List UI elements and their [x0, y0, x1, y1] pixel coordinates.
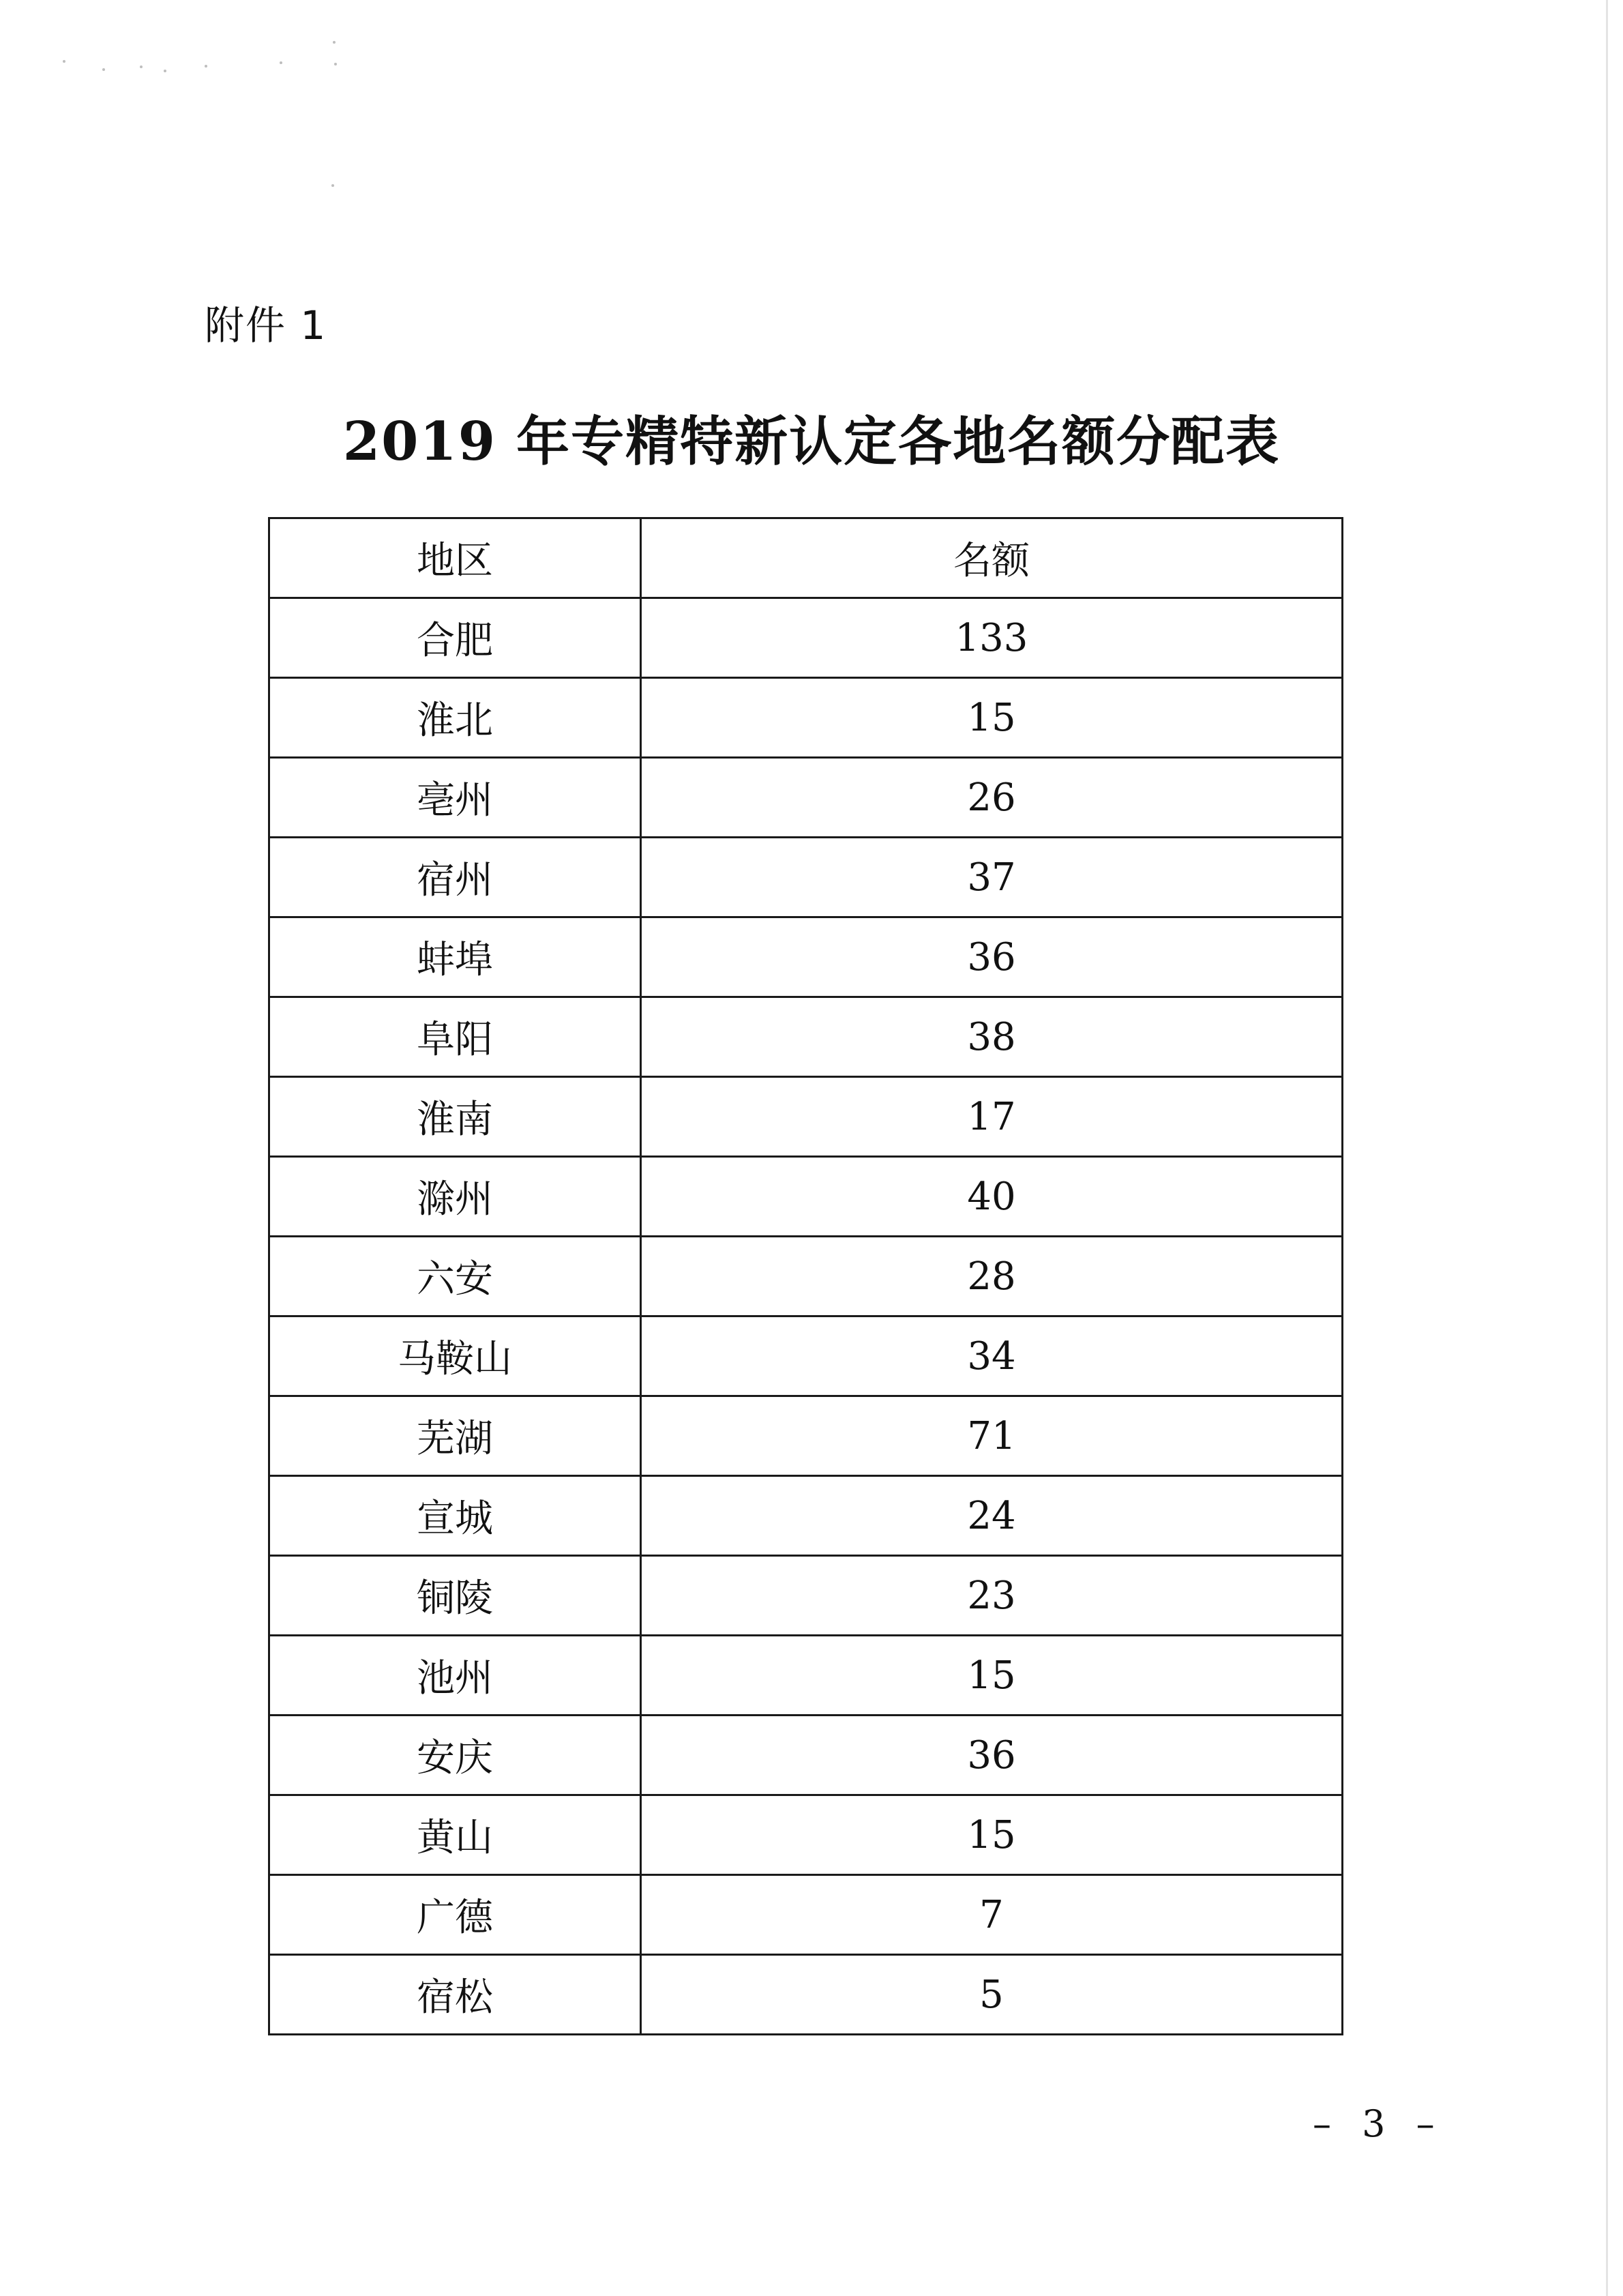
- region-cell: 六安: [269, 1237, 641, 1316]
- quota-cell: 23: [641, 1556, 1343, 1636]
- quota-table: [268, 517, 1343, 2035]
- quota-cell: 37: [641, 838, 1343, 917]
- table-header-row: [269, 518, 1343, 598]
- attachment-label: 附件 1: [205, 302, 327, 349]
- quota-cell: 5: [641, 1955, 1343, 2035]
- table-row: [269, 1955, 1343, 2035]
- region-cell: 黄山: [269, 1795, 641, 1875]
- table-row: [269, 598, 1343, 678]
- quota-cell: 40: [641, 1157, 1343, 1237]
- quota-cell: 34: [641, 1316, 1343, 1396]
- table-row: [269, 1556, 1343, 1636]
- table-row: [269, 1795, 1343, 1875]
- region-cell: 芜湖: [269, 1396, 641, 1476]
- region-cell: 阜阳: [269, 997, 641, 1077]
- table-row: [269, 758, 1343, 838]
- region-cell: 合肥: [269, 598, 641, 678]
- table-row: [269, 1636, 1343, 1716]
- table-row: [269, 1716, 1343, 1795]
- header-quota: 名额: [641, 518, 1343, 598]
- table-row: [269, 678, 1343, 758]
- quota-cell: 28: [641, 1237, 1343, 1316]
- region-cell: 宿州: [269, 838, 641, 917]
- quota-cell: 7: [641, 1875, 1343, 1955]
- table-row: [269, 1237, 1343, 1316]
- region-cell: 广德: [269, 1875, 641, 1955]
- table-row: [269, 1316, 1343, 1396]
- region-cell: 滁州: [269, 1157, 641, 1237]
- region-cell: 宣城: [269, 1476, 641, 1556]
- quota-cell: 17: [641, 1077, 1343, 1157]
- quota-cell: 15: [641, 678, 1343, 758]
- region-cell: 淮北: [269, 678, 641, 758]
- quota-cell: 36: [641, 917, 1343, 997]
- table-row: [269, 1476, 1343, 1556]
- region-cell: 宿松: [269, 1955, 641, 2035]
- region-cell: 池州: [269, 1636, 641, 1716]
- region-cell: 蚌埠: [269, 917, 641, 997]
- table-row: [269, 1875, 1343, 1955]
- table-row: [269, 1396, 1343, 1476]
- table-row: [269, 1157, 1343, 1237]
- quota-cell: 36: [641, 1716, 1343, 1795]
- page-number: – 3 –: [1313, 2102, 1444, 2145]
- region-cell: 安庆: [269, 1716, 641, 1795]
- region-cell: 亳州: [269, 758, 641, 838]
- region-cell: 马鞍山: [269, 1316, 641, 1396]
- region-cell: 铜陵: [269, 1556, 641, 1636]
- table-row: [269, 917, 1343, 997]
- quota-cell: 71: [641, 1396, 1343, 1476]
- quota-cell: 15: [641, 1795, 1343, 1875]
- quota-cell: 24: [641, 1476, 1343, 1556]
- table-body: [269, 598, 1343, 2035]
- region-cell: 淮南: [269, 1077, 641, 1157]
- table-row: [269, 1077, 1343, 1157]
- document-title: 2019 年专精特新认定各地名额分配表: [342, 411, 1281, 473]
- header-region: 地区: [269, 518, 641, 598]
- table-row: [269, 838, 1343, 917]
- table-row: [269, 997, 1343, 1077]
- quota-cell: 133: [641, 598, 1343, 678]
- quota-cell: 38: [641, 997, 1343, 1077]
- quota-cell: 26: [641, 758, 1343, 838]
- quota-cell: 15: [641, 1636, 1343, 1716]
- scan-edge-line: [1606, 0, 1608, 2296]
